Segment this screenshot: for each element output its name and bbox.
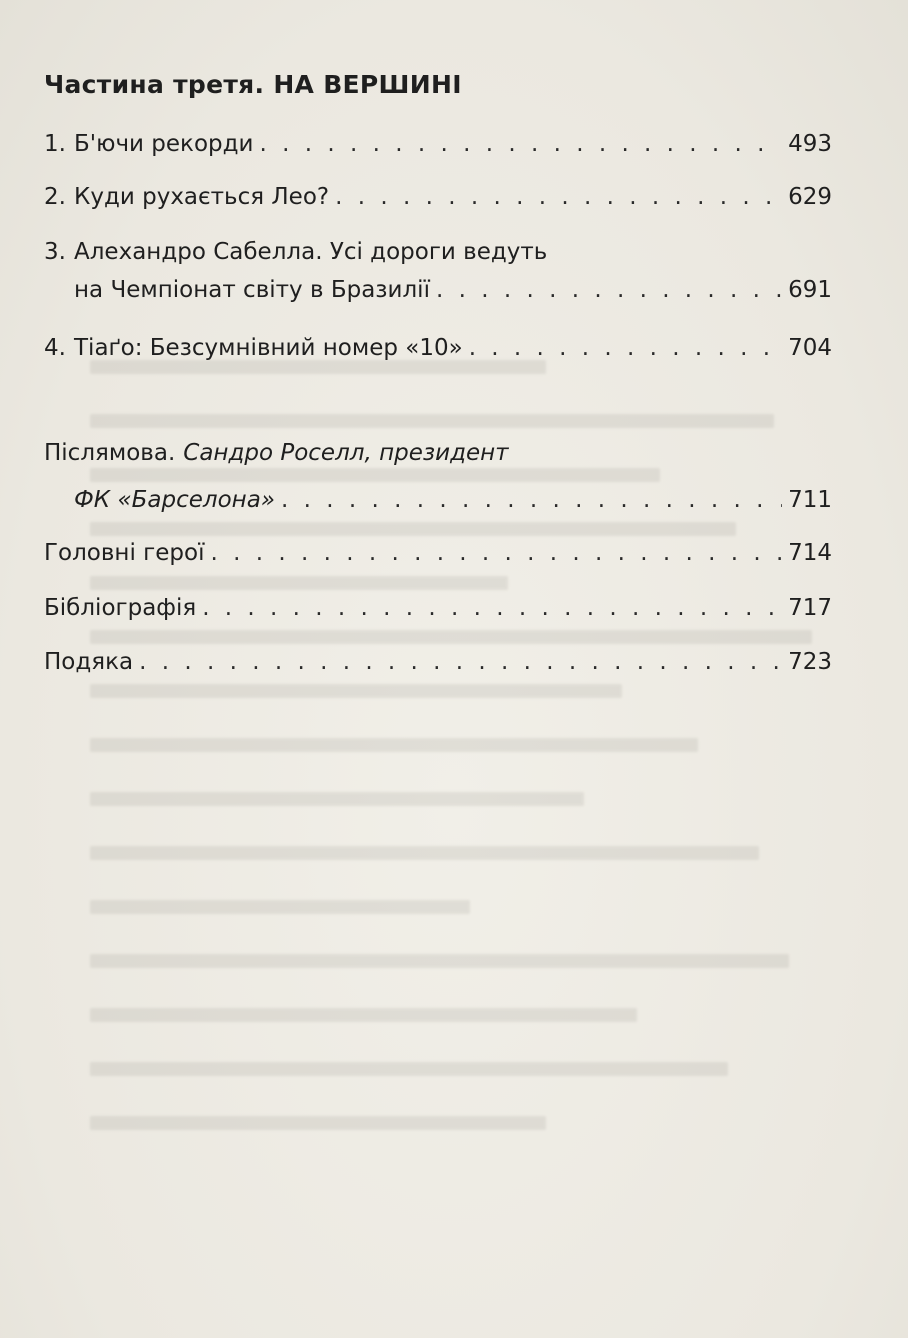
appendix-title: Подяка [44,649,134,675]
toc-entry [44,538,832,568]
dot-leader [281,485,782,515]
toc-entry-afterword [44,438,832,515]
dot-leader [436,275,782,305]
page-number: 493 [788,131,832,157]
afterword-author-line2: ФК «Барселона» [74,487,276,513]
page-number: 704 [788,335,832,361]
chapter-title-line1: Алехандро Сабелла. Усі дороги ведуть [74,239,548,265]
afterword-label: Післямова. [44,440,176,466]
page-number: 629 [788,184,832,210]
appendix-title: Головні герої [44,540,205,566]
chapter-title: Б'ючи рекорди [74,131,254,157]
page-number: 711 [788,487,832,513]
chapter-title-line2: на Чемпіонат світу в Бразилії [74,277,430,303]
page-number: 691 [788,277,832,303]
dot-leader [259,129,782,159]
toc-entry [44,237,832,305]
toc-entry [44,593,832,623]
chapter-title: Тіаґо: Безсумнівний номер «10» [74,335,463,361]
appendix-title: Бібліографія [44,595,197,621]
chapter-title: Куди рухається Лео? [74,184,330,210]
toc-entry [44,182,832,212]
toc-entry [44,129,832,159]
dot-leader [335,182,782,212]
page-number: 717 [788,595,832,621]
page-number: 714 [788,540,832,566]
part-title: Частина третя. НА ВЕРШИНІ [44,70,462,99]
dot-leader [202,593,782,623]
chapter-number: 3. [44,239,66,265]
chapter-number: 2. [44,184,66,210]
chapter-number: 1. [44,131,66,157]
page-number: 723 [788,649,832,675]
dot-leader [139,647,782,677]
dot-leader [469,333,782,363]
dot-leader [210,538,782,568]
afterword-author-line1: Сандро Роселл, президент [183,440,509,466]
chapter-number: 4. [44,335,66,361]
toc-entry [44,647,832,677]
toc-entry [44,333,832,363]
